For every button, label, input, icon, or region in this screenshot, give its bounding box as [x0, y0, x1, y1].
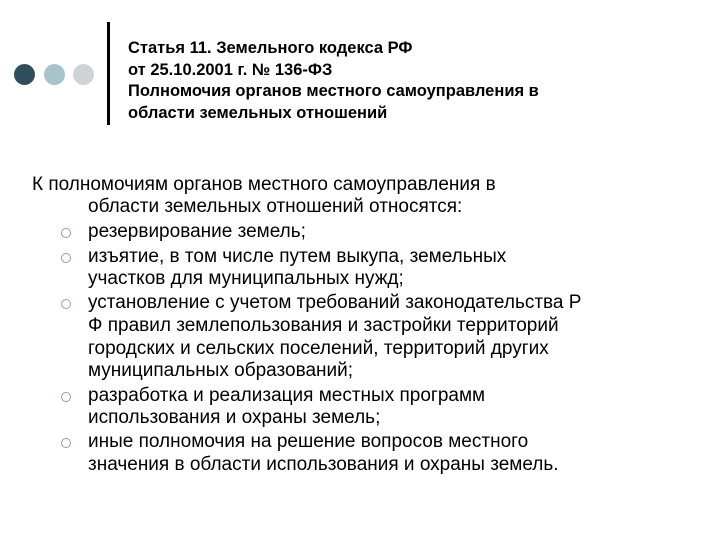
bullet-icon	[61, 253, 71, 263]
intro-line: К полномочиям органов местного самоуправления в	[32, 174, 496, 195]
title-line: Полномочия органов местного самоуправления в	[128, 82, 539, 100]
list-item-line: муниципальных образований;	[88, 360, 354, 381]
slide-title	[128, 38, 698, 124]
list-item-line: разработка и реализация местных программ	[88, 385, 486, 406]
decor-dot-dark	[14, 64, 35, 85]
list-item-line: значения в области использования и охраны земель.	[88, 454, 559, 475]
decor-dot-gray	[73, 64, 94, 85]
list-item-line: иные полномочия на решение вопросов местного	[88, 431, 529, 452]
list-item-line: участков для муниципальных нужд;	[88, 268, 404, 289]
intro-line: области земельных отношений относятся:	[88, 196, 463, 217]
decor-dot-light-blue	[44, 64, 65, 85]
title-line: от 25.10.2001 г. № 136-ФЗ	[128, 60, 333, 79]
bullet-icon	[61, 392, 71, 402]
list-item-line: изъятие, в том числе путем выкупа, земельных	[88, 246, 507, 267]
list-item-line: установление с учетом требований законодательства Р	[88, 292, 582, 313]
list-item-line: Ф правил землепользования и застройки территорий	[88, 315, 559, 336]
list-item-line: городских и сельских поселений, территорий других	[88, 338, 549, 359]
list-item-line: резервирование земель;	[88, 221, 306, 242]
bullet-icon	[61, 299, 71, 309]
bullet-icon	[61, 438, 71, 448]
title-line: Статья 11. Земельного кодекса РФ	[128, 39, 413, 57]
list-item-line: использования и охраны земель;	[88, 407, 381, 428]
bullet-icon	[61, 228, 71, 238]
title-line: области земельных отношений	[128, 103, 388, 122]
title-divider	[107, 22, 110, 125]
